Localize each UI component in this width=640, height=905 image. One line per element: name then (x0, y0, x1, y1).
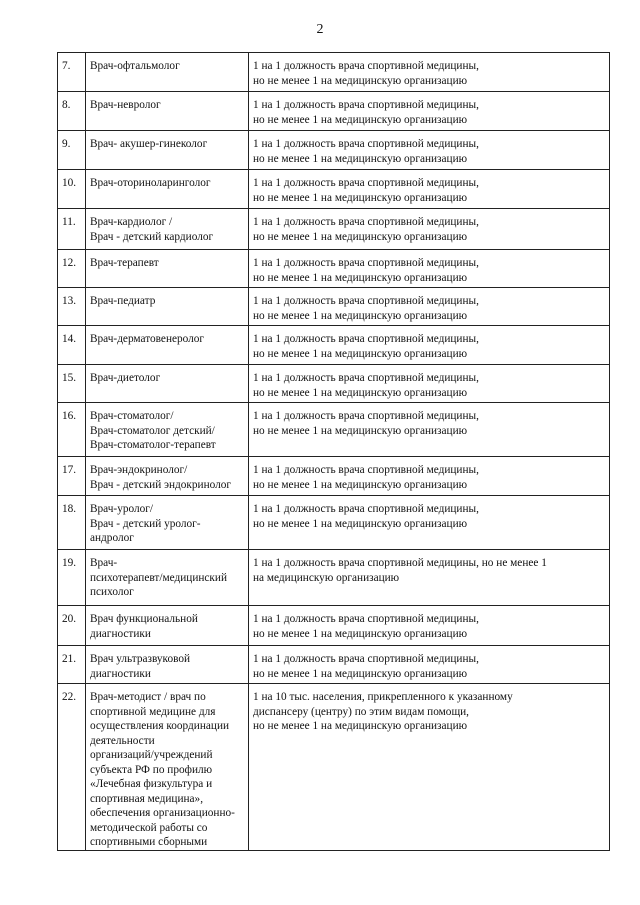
staff-norm: 1 на 1 должность врача спортивной медицины, но не менее 1 на медицинскую организацию (249, 403, 610, 457)
row-number: 19. (58, 550, 86, 606)
table-row (58, 606, 610, 646)
table-row (58, 53, 610, 92)
row-number: 17. (58, 457, 86, 496)
table-row (58, 365, 610, 403)
position-title: Врач- акушер-гинеколог (86, 131, 249, 170)
table-row (58, 496, 610, 550)
row-number: 15. (58, 365, 86, 403)
position-title: Врач ультразвуковой диагностики (86, 646, 249, 684)
staff-norm: 1 на 1 должность врача спортивной медицины, но не менее 1 на медицинскую организацию (249, 606, 610, 646)
table-row (58, 250, 610, 288)
position-title: Врач-педиатр (86, 288, 249, 326)
staff-norm: 1 на 1 должность врача спортивной медицины, но не менее 1 на медицинскую организацию (249, 131, 610, 170)
table-row (58, 131, 610, 170)
page-number: 2 (316, 22, 324, 37)
row-number: 14. (58, 326, 86, 365)
position-title: Врач-диетолог (86, 365, 249, 403)
row-number: 16. (58, 403, 86, 457)
staff-norm: 1 на 1 должность врача спортивной медицины, но не менее 1 на медицинскую организацию (249, 250, 610, 288)
table-row (58, 684, 610, 851)
row-number: 21. (58, 646, 86, 684)
row-number: 9. (58, 131, 86, 170)
staff-norm: 1 на 10 тыс. населения, прикрепленного к указанному диспансеру (центру) по этим видам помощи, но не менее 1 на медицинскую организацию (249, 684, 610, 851)
table-row (58, 288, 610, 326)
staff-norm: 1 на 1 должность врача спортивной медицины, но не менее 1 на медицинскую организацию (249, 288, 610, 326)
position-title: Врач-кардиолог / Врач - детский кардиолог (86, 209, 249, 250)
position-title: Врач- психотерапевт/медицинский психолог (86, 550, 249, 606)
staff-norms-table (57, 52, 610, 851)
row-number: 8. (58, 92, 86, 131)
staff-norm: 1 на 1 должность врача спортивной медицины, но не менее 1 на медицинскую организацию (249, 550, 610, 606)
staff-norm: 1 на 1 должность врача спортивной медицины, но не менее 1 на медицинскую организацию (249, 457, 610, 496)
staff-norm: 1 на 1 должность врача спортивной медицины, но не менее 1 на медицинскую организацию (249, 365, 610, 403)
staff-norm: 1 на 1 должность врача спортивной медицины, но не менее 1 на медицинскую организацию (249, 646, 610, 684)
table-row (58, 326, 610, 365)
row-number: 20. (58, 606, 86, 646)
table-row (58, 457, 610, 496)
table-row (58, 209, 610, 250)
position-title: Врач-дерматовенеролог (86, 326, 249, 365)
table-row (58, 403, 610, 457)
position-title: Врач-невролог (86, 92, 249, 131)
table-row (58, 92, 610, 131)
position-title: Врач-эндокринолог/ Врач - детский эндокринолог (86, 457, 249, 496)
row-number: 7. (58, 53, 86, 92)
position-title: Врач функциональной диагностики (86, 606, 249, 646)
row-number: 11. (58, 209, 86, 250)
row-number: 22. (58, 684, 86, 851)
table-row (58, 170, 610, 209)
staff-norm: 1 на 1 должность врача спортивной медицины, но не менее 1 на медицинскую организацию (249, 92, 610, 131)
staff-norm: 1 на 1 должность врача спортивной медицины, но не менее 1 на медицинскую организацию (249, 170, 610, 209)
staff-norm: 1 на 1 должность врача спортивной медицины, но не менее 1 на медицинскую организацию (249, 326, 610, 365)
table-row (58, 646, 610, 684)
position-title: Врач-офтальмолог (86, 53, 249, 92)
position-title: Врач-стоматолог/ Врач-стоматолог детский/ Врач-стоматолог-терапевт (86, 403, 249, 457)
staff-norm: 1 на 1 должность врача спортивной медицины, но не менее 1 на медицинскую организацию (249, 496, 610, 550)
staff-norm: 1 на 1 должность врача спортивной медицины, но не менее 1 на медицинскую организацию (249, 209, 610, 250)
position-title: Врач-терапевт (86, 250, 249, 288)
position-title: Врач-оториноларинголог (86, 170, 249, 209)
table-row (58, 550, 610, 606)
row-number: 13. (58, 288, 86, 326)
staff-norm: 1 на 1 должность врача спортивной медицины, но не менее 1 на медицинскую организацию (249, 53, 610, 92)
position-title: Врач-методист / врач по спортивной медицине для осуществления координации деятельности организаций/учреждений субъекта РФ по профилю «Лечебная физкультура и спортивная медицина», обеспечения организационно- методической работы со спортивными сборными (86, 684, 249, 851)
row-number: 10. (58, 170, 86, 209)
position-title: Врач-уролог/ Врач - детский уролог- андролог (86, 496, 249, 550)
row-number: 18. (58, 496, 86, 550)
row-number: 12. (58, 250, 86, 288)
